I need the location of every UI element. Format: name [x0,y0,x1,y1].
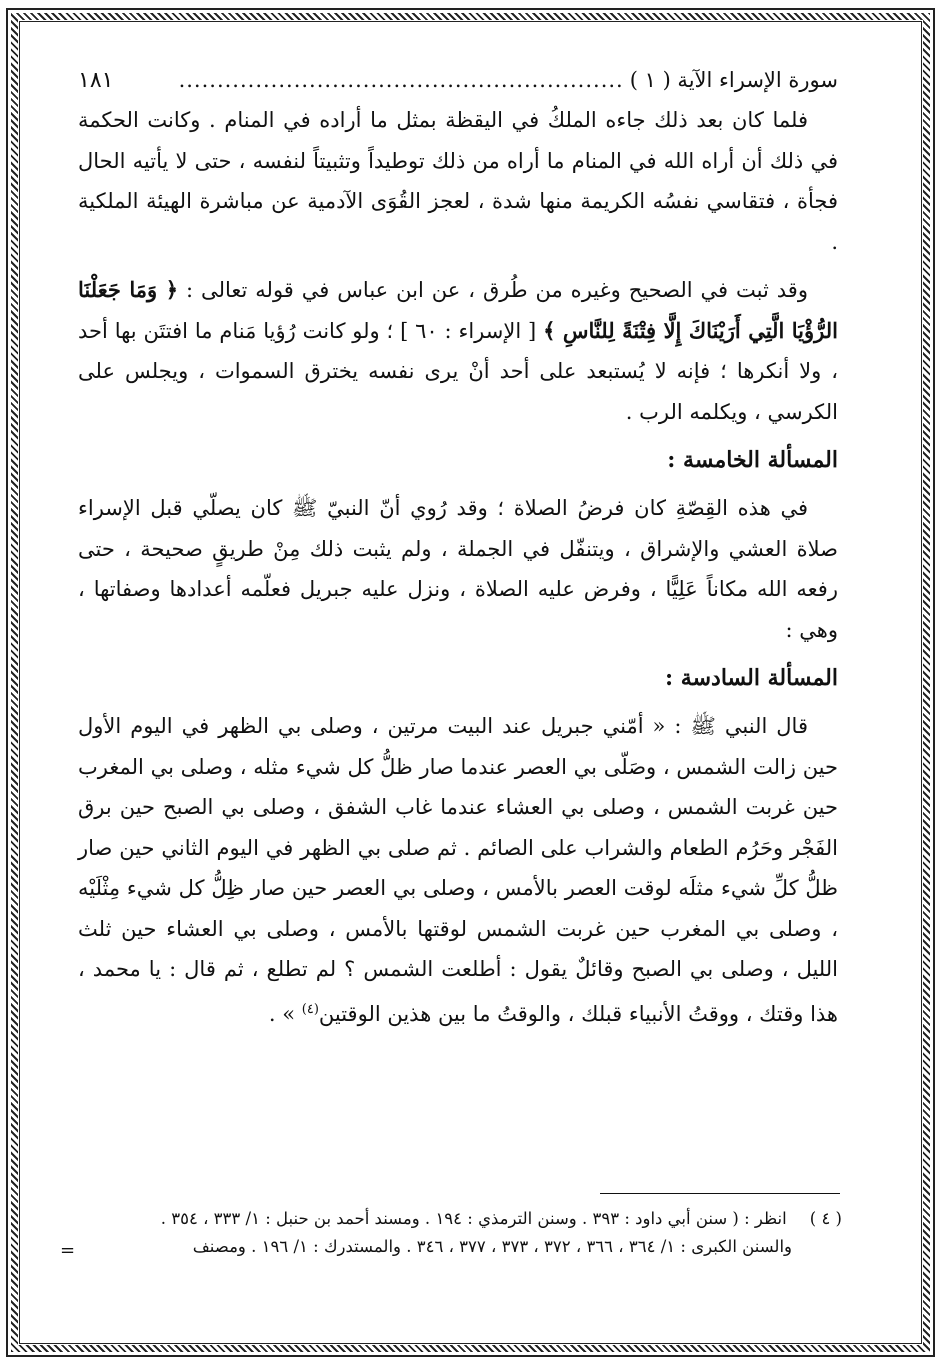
paragraph-2-intro: وقد ثبت في الصحيح وغيره من طُرق ، عن ابن عباس في قوله تعالى : [186,278,808,302]
page-number: ١٨١ [78,68,114,93]
running-head-leader: .......................................................... [178,68,624,92]
paragraph-4 [78,706,838,1034]
footnote-reference: (٤) [301,1001,319,1017]
quran-verse: ﴿ وَمَا جَعَلْنَا الرُّؤْيَا الَّتِي أَرَيْنَاكَ إِلَّا فِتْنَةً لِلنَّاسِ ﴾ [78,277,838,343]
footnote-line-2 [52,1233,842,1261]
paragraph-4-close: » . [268,1001,296,1026]
running-head-title: سورة الإسراء الآية ( ١ ) [629,68,838,92]
footnote-text-2: والسنن الكبرى : ١/ ٣٦٤ ، ٣٦٦ ، ٣٧٢ ، ٣٧٣ ، ٣٧٧ ، ٣٤٦ . والمستدرك : ١/ ١٩٦ . ومصنف [192,1237,792,1256]
paragraph-1: فلما كان بعد ذلك جاءه الملكُ في اليقظة بمثل ما أراده في المنام . وكانت الحكمة في ذلك أن أراه الله في المنام ما أراه من ذلك توطيداً وتثبيتاً لنفسه ، حتى لا يأتيه الحال فجأة ، فتقاسي نفسُه الكريمة منها شدة ، لعجز القُوَى الآدمية عن مباشرة الهيئة الملكية . [78,108,838,254]
footnote-separator [600,1193,840,1194]
paragraph-4-text: قال النبي ﷺ : « أمّني جبريل عند البيت مرتين ، وصلى بي الظهر في اليوم الأول حين زالت الشمس ، وصَلّى بي العصر عندما صار ظلُّ كل شيء مثله ، وصلى بي المغرب حين غربت الشمس ، وصلى بي العشاء عندما غاب الشفق ، وصلى بي الصبح حين برق الفَجْر وحَرُم الطعام والشراب على الصائم . ثم صلى بي الظهر في اليوم الثاني حين صار ظلُّ كلِّ شيء مثلَه لوقت العصر بالأمس ، وصلى بي العصر حين صار ظِلُّ كل شيء مِثْلَيْه ، وصلى بي المغرب حين غربت الشمس لوقتها بالأمس ، وصلى بي العشاء حين ثلث الليل ، وصلى بي الصبح وقائلٌ يقول : أطلعت الشمس ؟ لم تطلع ، ثم قال : يا محمد ، هذا وقتك ، ووقتُ الأنبياء قبلك ، والوقتُ ما بين هذين الوقتين [78,714,838,1026]
paragraph-2 [78,270,838,432]
footnote-line-1 [52,1205,842,1233]
page-content [78,60,838,1034]
footnote-text-1: انظر : ( سنن أبي داود : ٣٩٣ . وسنن الترمذي : ١٩٤ . ومسند أحمد بن حنبل : ١/ ٣٣٣ ، ٣٥٤ . [160,1209,787,1228]
running-head [78,60,838,100]
section-heading-6: المسألة السادسة : [665,665,838,691]
paragraph-2-rest: [ الإسراء : ٦٠ ] ؛ ولو كانت رُؤيا مَنام ما افتتَن بها أحد ، ولا أنكرها ؛ فإنه لا يُستبعد على أحد أنْ يرى نفسه يخترق السموات ، ويجلس على الكرسي ، ويكلمه الرب . [78,318,838,424]
section-heading-5: المسألة الخامسة : [667,447,838,473]
footnotes [52,1205,842,1261]
footnote-number: ( ٤ ) [809,1209,842,1228]
paragraph-3: في هذه القِصّةِ كان فرضُ الصلاة ؛ وقد رُوي أنّ النبيّ ﷺ كان يصلّي قبل الإسراء صلاة العشي والإشراق ، ويتنفّل في الجملة ، ولم يثبت ذلك مِنْ طريقٍ صحيحة ، حتى رفعه الله مكاناً عَلِيًّا ، وفرض عليه الصلاة ، ونزل عليه جبريل فعلّمه أعدادها وصفاتها ، وهي : [78,496,838,642]
continuation-mark: = [60,1240,76,1261]
